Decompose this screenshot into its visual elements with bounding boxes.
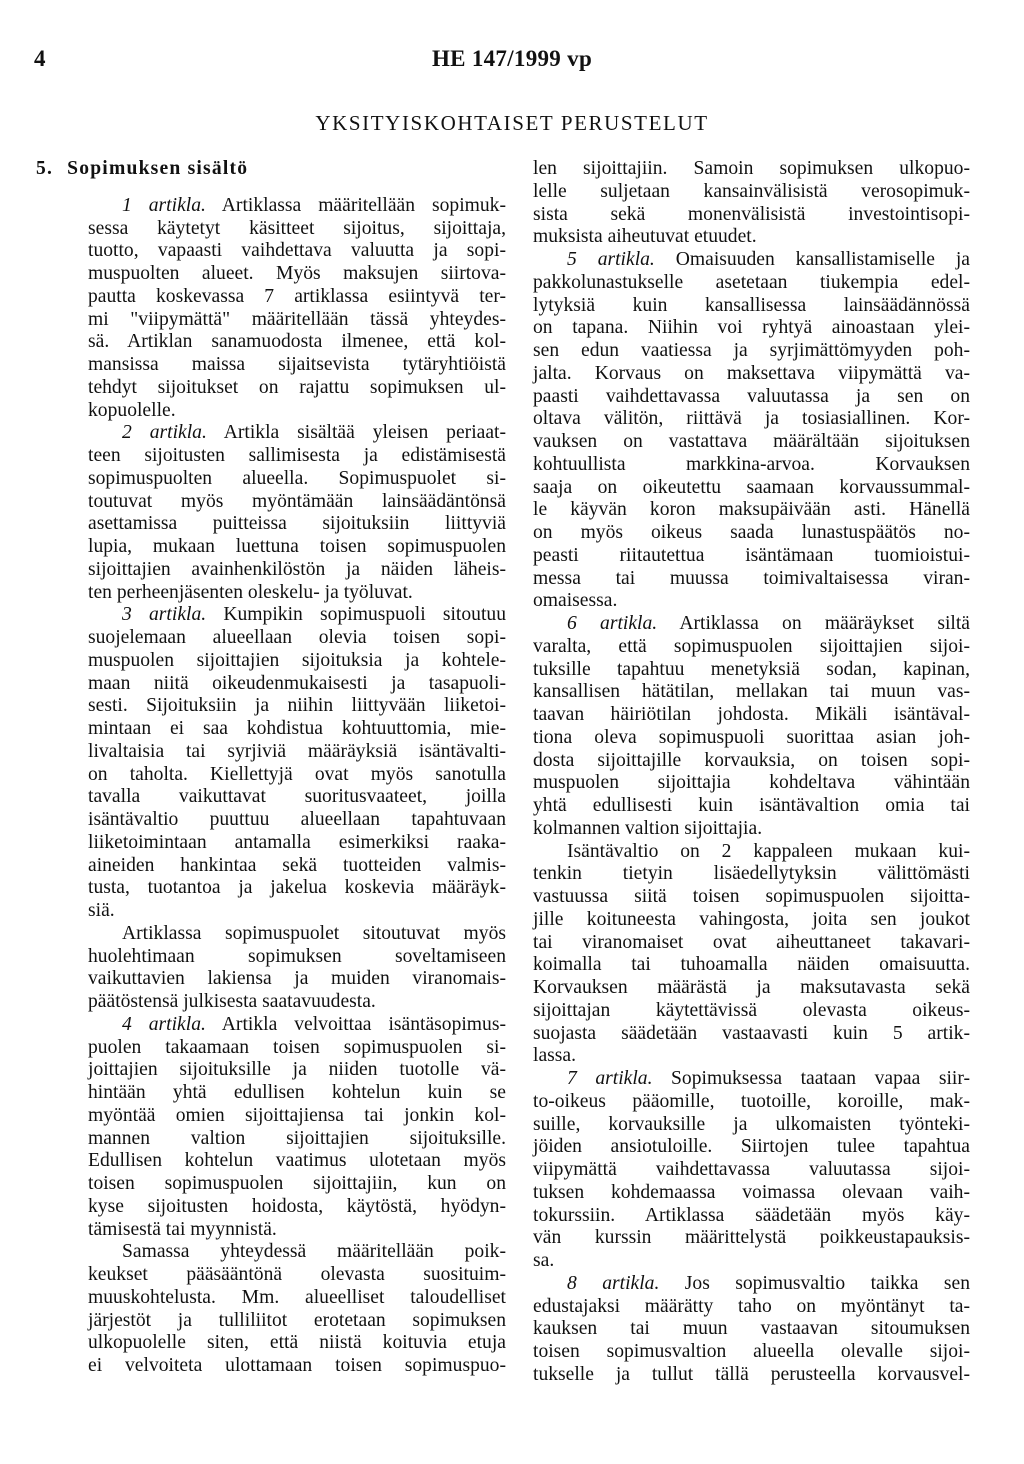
line-text: tuksen kohdemaassa voimassa olevaan vaih- xyxy=(533,1181,970,1203)
line-text: mintaan ei saa kohdistua kohtuuttomia, mie- xyxy=(88,718,506,739)
text-line xyxy=(88,695,506,718)
text-line xyxy=(88,604,506,627)
section-heading-number: 5. xyxy=(36,158,54,179)
text-line xyxy=(533,1114,970,1137)
line-text: kyse sijoitusten hoidosta, käytöstä, hyödyn- xyxy=(88,1195,506,1217)
line-text: sesti. Sijoituksiin ja niihin liittyvään liiketoi- xyxy=(88,695,506,717)
line-text: mi "viipymättä" määritellään tässä yhteydes- xyxy=(88,308,506,330)
text-line xyxy=(88,764,506,787)
text-line xyxy=(88,240,506,263)
text-line xyxy=(533,431,970,454)
line-text: muspuolen sijoittajien sijoituksia ja kohtele- xyxy=(88,649,506,671)
text-line xyxy=(533,681,970,704)
line-text: saaja on oikeutettu saamaan korvaussummal- xyxy=(533,476,970,498)
text-line xyxy=(533,317,970,340)
article-label: 1 artikla. xyxy=(122,194,206,216)
text-line xyxy=(533,795,970,818)
text-line xyxy=(88,286,506,309)
text-line xyxy=(533,750,970,773)
text-line xyxy=(88,832,506,855)
text-line xyxy=(533,909,970,932)
text-line xyxy=(533,954,970,977)
article-label: 6 artikla. xyxy=(567,613,658,634)
text-line xyxy=(533,1364,970,1387)
line-text: le käyvän koron maksupäivään asti. Hänellä xyxy=(533,499,970,521)
text-line xyxy=(533,522,970,545)
line-text: Korvauksen määrästä ja maksutavasta sekä xyxy=(533,977,970,998)
text-line xyxy=(88,991,506,1014)
text-line xyxy=(533,886,970,909)
line-text: tusta, tuotantoa ja jakelua koskevia määräyk- xyxy=(88,877,506,899)
line-text: tuotto, vapaasti vaihdettava valuutta ja sopi- xyxy=(88,240,506,262)
line-text: koimalla tai tuhoamalla näiden omaisuutta. xyxy=(533,954,970,976)
line-text: taavan häiriötilan johdosta. Mikäli isäntäval- xyxy=(533,704,970,725)
line-text: edustajaksi määrätty taho on myöntänyt ta- xyxy=(533,1295,970,1317)
line-text: len sijoittajiin. Samoin sopimuksen ulkopuo- xyxy=(533,158,970,179)
text-line xyxy=(533,272,970,295)
text-line xyxy=(88,1332,506,1355)
article-label: 7 artikla. xyxy=(567,1068,653,1089)
text-line xyxy=(533,818,970,841)
text-line xyxy=(533,1296,970,1319)
line-text: suille, korvauksille ja ulkomaisten työnteki- xyxy=(533,1113,970,1135)
text-line xyxy=(533,727,970,750)
text-line xyxy=(88,1219,506,1242)
line-text: kauksen tai muun vastaavan sitoumuksen xyxy=(533,1318,970,1340)
text-line xyxy=(533,204,970,227)
right-column xyxy=(533,158,970,1387)
text-line xyxy=(533,499,970,522)
text-line xyxy=(533,1273,970,1296)
text-line xyxy=(533,477,970,500)
line-text: sista sekä monenvälisistä investointisopi- xyxy=(533,203,970,225)
section-title: YKSITYISKOHTAISET PERUSTELUT xyxy=(315,111,709,135)
text-line xyxy=(88,1310,506,1333)
line-text: keukset pääsääntönä olevasta suosituim- xyxy=(88,1264,506,1285)
line-text: dosta sijoittajille korvauksia, on toisen sopi- xyxy=(533,749,970,771)
line-text: varalta, että sopimuspuolen sijoittajien sijoi- xyxy=(533,635,970,657)
line-text: Artikla sisältää yleisen periaat- xyxy=(206,422,506,444)
text-line xyxy=(533,295,970,318)
text-line xyxy=(88,968,506,991)
article-label: 8 artikla. xyxy=(567,1272,660,1294)
line-text: pautta koskevassa 7 artiklassa esiintyvä ter- xyxy=(88,285,506,307)
text-line xyxy=(88,1287,506,1310)
line-text: muksista aiheutuvat etuudet. xyxy=(533,226,757,248)
text-line xyxy=(533,181,970,204)
line-text: tuksille tapahtuu menetyksiä sodan, kapinan, xyxy=(533,658,970,680)
text-line xyxy=(533,386,970,409)
text-line xyxy=(88,491,506,514)
left-column xyxy=(36,158,506,1378)
line-text: Jos sopimusvaltio taikka sen xyxy=(659,1272,970,1294)
line-text: puolen takaamaan toisen sopimuspuolen si- xyxy=(88,1036,506,1058)
line-text: lassa. xyxy=(533,1045,576,1067)
line-text: päätöstensä julkisesta saatavuudesta. xyxy=(88,991,376,1012)
line-text: mannen valtion sijoittajien sijoituksille. xyxy=(88,1127,506,1149)
line-text: kopuolelle. xyxy=(88,399,176,421)
line-text: vaikuttavien lakiensa ja muiden viranomais- xyxy=(88,968,506,990)
line-text: joittajien sijoituksille ja niiden tuotolle vä- xyxy=(88,1059,506,1081)
line-text: on taholta. Kiellettyjä ovat myös sanotulla xyxy=(88,763,506,785)
line-text: suojelemaan alueellaan olevia toisen sopi- xyxy=(88,627,506,648)
line-text: teen sijoitusten sallimisesta ja edistämisestä xyxy=(88,445,506,466)
line-text: Isäntävaltio on 2 kappaleen mukaan kui- xyxy=(567,840,970,862)
right-column-lines xyxy=(533,158,970,1387)
line-text: lelle suljetaan kansainvälisistä verosopimuk- xyxy=(533,180,970,202)
text-line xyxy=(88,809,506,832)
text-line xyxy=(88,309,506,332)
text-line xyxy=(88,1037,506,1060)
text-line xyxy=(88,400,506,423)
line-text: peasti riitautettua isäntämaan tuomioistui- xyxy=(533,544,970,566)
text-line xyxy=(88,877,506,900)
line-text: ei velvoiteta ulottamaan toisen sopimuspuo- xyxy=(88,1355,506,1376)
line-text: toutuvat myös myöntämään lainsäädäntönsä xyxy=(88,490,506,512)
text-line xyxy=(533,249,970,272)
text-line xyxy=(533,408,970,431)
line-text: tokurssiin. Artiklassa säädetään myös käy- xyxy=(533,1204,970,1226)
text-line xyxy=(533,1136,970,1159)
text-line xyxy=(88,354,506,377)
text-line xyxy=(88,1128,506,1151)
text-line xyxy=(533,863,970,886)
line-text: hintään yhtä edullisen kohtelun kuin se xyxy=(88,1082,506,1103)
text-line xyxy=(88,741,506,764)
text-line xyxy=(88,263,506,286)
text-line xyxy=(88,1264,506,1287)
line-text: tenkin tietyin lisäedellytyksin välittömästi xyxy=(533,863,970,885)
section-heading xyxy=(36,158,506,181)
line-text: Omaisuuden kansallistamiselle ja xyxy=(654,249,970,270)
line-text: mansissa maissa sijaitsevista tytäryhtiöistä xyxy=(88,354,506,375)
line-text: on tapana. Niihin voi ryhtyä ainoastaan ylei- xyxy=(533,317,970,339)
line-text: tavalla vaikuttavat suoritusvaateet, joilla xyxy=(88,786,506,808)
text-line xyxy=(88,1059,506,1082)
line-text: Artikla velvoittaa isäntäsopimus- xyxy=(205,1013,506,1035)
line-text: viipymättä vaihdettavassa valuutassa sijoi- xyxy=(533,1159,970,1180)
line-text: on myös oikeus saada lunastuspäätös no- xyxy=(533,522,970,543)
line-text: siä. xyxy=(88,900,115,921)
text-line xyxy=(533,340,970,363)
text-line xyxy=(533,1250,970,1273)
line-text: omaisessa. xyxy=(533,590,618,612)
text-line xyxy=(533,1045,970,1068)
line-text: liiketoimintaan antamalla esimerkiksi raaka- xyxy=(88,831,506,853)
text-line xyxy=(88,1082,506,1105)
text-line xyxy=(88,627,506,650)
document-id: HE 147/1999 vp xyxy=(431,46,593,71)
line-text: isäntävaltio puuttuu alueellaan tapahtuvaan xyxy=(88,809,506,830)
line-text: asettamissa puitteissa sijoituksiin liittyviä xyxy=(88,513,506,535)
line-text: Artiklassa sopimuspuolet sitoutuvat myös xyxy=(122,922,506,944)
text-line xyxy=(533,659,970,682)
spacer xyxy=(88,181,506,195)
text-line xyxy=(533,1159,970,1182)
page-number: 4 xyxy=(34,46,46,71)
text-line xyxy=(88,1105,506,1128)
text-line xyxy=(533,772,970,795)
text-line xyxy=(88,718,506,741)
text-line xyxy=(533,158,970,181)
line-text: lytyksiä kuin kansallisessa lainsäädännössä xyxy=(533,294,970,316)
text-line xyxy=(88,1355,506,1378)
text-line xyxy=(533,568,970,591)
line-text: sä. Artiklan sanamuodosta ilmenee, että kol- xyxy=(88,331,506,353)
text-line xyxy=(533,613,970,636)
text-line xyxy=(533,363,970,386)
text-line xyxy=(533,1182,970,1205)
line-text: Artiklassa määritellään sopimuk- xyxy=(205,194,506,216)
line-text: myöntää omien sijoittajiensa tai jonkin kol- xyxy=(88,1104,506,1126)
text-line xyxy=(88,923,506,946)
text-line xyxy=(533,1227,970,1250)
line-text: kansallisen hätätilan, mellakan tai muun vas- xyxy=(533,681,970,703)
text-line xyxy=(533,590,970,613)
text-line xyxy=(88,377,506,400)
text-line xyxy=(533,226,970,249)
text-line xyxy=(88,946,506,969)
line-text: ten perheenjäsenten oleskelu- ja työluvat. xyxy=(88,581,413,603)
text-line xyxy=(88,445,506,468)
text-line xyxy=(533,841,970,864)
text-line xyxy=(533,1318,970,1341)
line-text: sessa käytetyt käsitteet sijoitus, sijoittaja, xyxy=(88,217,506,239)
line-text: Kumpikin sopimuspuoli sitoutuu xyxy=(206,604,506,626)
line-text: muuskohtelusta. Mm. alueelliset taloudelliset xyxy=(88,1286,506,1308)
text-line xyxy=(533,454,970,477)
line-text: sijoittajien avainhenkilöstön ja näiden läheis- xyxy=(88,558,506,580)
text-line xyxy=(88,331,506,354)
line-text: sijoittajan käytettävissä olevasta oikeus- xyxy=(533,999,970,1021)
text-line xyxy=(88,900,506,923)
article-label: 2 artikla. xyxy=(122,422,207,444)
section-heading-text: Sopimuksen sisältö xyxy=(67,158,249,179)
line-text: kohtuullista markkina-arvoa. Korvauksen xyxy=(533,453,970,475)
text-line xyxy=(533,704,970,727)
text-line xyxy=(533,977,970,1000)
line-text: vauksen on vastattava määrältään sijoituksen xyxy=(533,431,970,452)
line-text: muspuolen sijoittajia kohdeltava vähintään xyxy=(533,772,970,794)
text-line xyxy=(88,559,506,582)
text-line xyxy=(533,1023,970,1046)
line-text: livaltaisia tai syrjiviä määräyksiä isäntävalti- xyxy=(88,740,506,762)
line-text: tukselle ja tullut tällä perusteella korvausvel- xyxy=(533,1363,970,1385)
text-line xyxy=(533,1091,970,1114)
text-line xyxy=(88,650,506,673)
line-text: Edullisen kohtelun vaatimus ulotetaan myös xyxy=(88,1150,506,1172)
text-line xyxy=(533,932,970,955)
line-text: toisen sopimuspuolen sijoittajiin, kun on xyxy=(88,1173,506,1194)
text-line xyxy=(88,536,506,559)
line-text: lupia, mukaan luettuna toisen sopimuspuolen xyxy=(88,536,506,557)
text-line xyxy=(533,545,970,568)
text-line xyxy=(88,422,506,445)
text-line xyxy=(88,513,506,536)
line-text: messa tai muussa toimivaltaisessa viran- xyxy=(533,567,970,589)
line-text: tämisestä tai myynnistä. xyxy=(88,1218,277,1240)
line-text: huolehtimaan sopimuksen soveltamiseen xyxy=(88,945,506,967)
line-text: Artiklassa on määräykset siltä xyxy=(657,613,970,634)
line-text: jille koituneesta vahingosta, joita sen joukot xyxy=(533,908,970,930)
text-line xyxy=(88,1014,506,1037)
article-label: 3 artikla. xyxy=(122,604,207,626)
line-text: sopimuspuolten alueella. Sopimuspuolet si- xyxy=(88,467,506,489)
line-text: tehdyt sijoitukset on rajattu sopimuksen ul- xyxy=(88,376,506,398)
line-text: ulkopuolelle siten, että niistä koituvia etuja xyxy=(88,1332,506,1354)
line-text: jalta. Korvaus on maksettava viipymättä va- xyxy=(533,362,970,384)
text-line xyxy=(88,673,506,696)
text-line xyxy=(533,1000,970,1023)
line-text: aineiden hankintaa sekä tuotteiden valmis- xyxy=(88,854,506,876)
article-label: 5 artikla. xyxy=(567,249,655,270)
text-line xyxy=(88,218,506,241)
line-text: muspuolten alueet. Myös maksujen siirtova- xyxy=(88,263,506,284)
line-text: Sopimuksessa taataan vapaa siir- xyxy=(652,1068,970,1089)
text-line xyxy=(88,786,506,809)
text-line xyxy=(533,1341,970,1364)
text-line xyxy=(88,1241,506,1264)
text-line xyxy=(88,1196,506,1219)
text-line xyxy=(88,1173,506,1196)
line-text: maan niitä oikeudenmukaisesti ja tasapuoli- xyxy=(88,672,506,694)
text-line xyxy=(88,468,506,491)
text-line xyxy=(88,195,506,218)
line-text: tai viranomaiset ovat aiheuttaneet takavari- xyxy=(533,931,970,953)
line-text: paasti vaihdettavassa valuutassa ja sen on xyxy=(533,385,970,407)
line-text: vastuussa siitä toisen sopimuspuolen sijoitta- xyxy=(533,886,970,907)
line-text: järjestöt ja tulliliitot erotetaan sopimuksen xyxy=(88,1309,506,1331)
line-text: oltava välitön, riittävä ja tosiasiallinen. Kor- xyxy=(533,408,970,430)
line-text: yhtä edullisesti kuin isäntävaltion omia tai xyxy=(533,795,970,816)
article-label: 4 artikla. xyxy=(122,1013,206,1035)
line-text: kolmannen valtion sijoittajia. xyxy=(533,817,763,839)
text-line xyxy=(88,582,506,605)
line-text: toisen sopimusvaltion alueella olevalle sijoi- xyxy=(533,1341,970,1362)
line-text: jöiden ansiotuloille. Siirtojen tulee tapahtua xyxy=(533,1136,970,1158)
line-text: to-oikeus pääomille, tuotoille, koroille, mak- xyxy=(533,1090,970,1112)
line-text: vän kurssin määrittelystä poikkeustapauksis- xyxy=(533,1227,970,1249)
text-line xyxy=(88,1150,506,1173)
line-text: sen edun vaatiessa ja syrjimättömyyden poh- xyxy=(533,340,970,361)
line-text: pakkolunastukselle asetetaan tiukempia edel- xyxy=(533,271,970,293)
text-line xyxy=(88,855,506,878)
line-text: sa. xyxy=(533,1250,555,1271)
text-line xyxy=(533,636,970,659)
left-column-lines xyxy=(88,195,506,1378)
line-text: Samassa yhteydessä määritellään poik- xyxy=(122,1241,506,1263)
line-text: tiona oleva sopimuspuoli suorittaa asian joh- xyxy=(533,726,970,748)
text-line xyxy=(533,1205,970,1228)
text-line xyxy=(533,1068,970,1091)
line-text: suojasta säädetään vastaavasti kuin 5 artik- xyxy=(533,1022,970,1044)
